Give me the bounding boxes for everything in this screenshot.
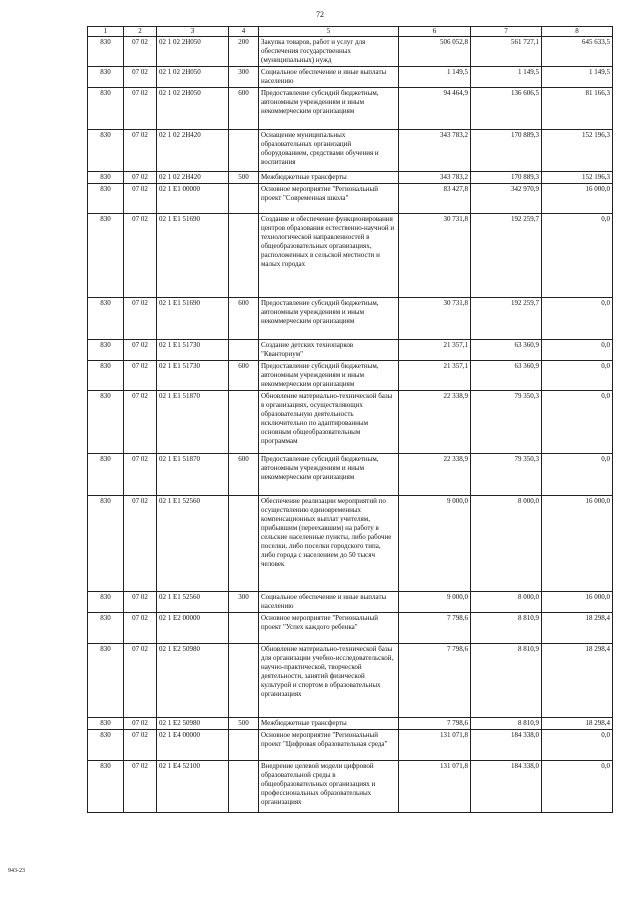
amount-cell: 16 000,0 <box>542 592 613 613</box>
code-cell: 830 <box>88 761 124 813</box>
section-cell: 07 02 <box>124 454 157 496</box>
amount-cell: 9 000,0 <box>399 592 471 613</box>
target-article-cell: 02 1 Е2 50980 <box>157 644 229 718</box>
amount-cell: 16 000,0 <box>542 496 613 592</box>
description-cell: Оснащение муниципальных образовательных организаций оборудованием, средствами обучения и воспитания <box>259 130 399 172</box>
section-cell: 07 02 <box>124 496 157 592</box>
target-article-cell: 02 1 02 2Н420 <box>157 130 229 172</box>
code-cell: 830 <box>88 37 124 67</box>
table-row <box>88 67 613 88</box>
expense-type-cell: 200 <box>229 37 259 67</box>
column-header: 3 <box>157 27 229 37</box>
table-row <box>88 592 613 613</box>
description-cell: Предоставление субсидий бюджетным, автономным учреждениям и иным некоммерческим организациям <box>259 88 399 130</box>
amount-cell: 63 360,9 <box>471 340 542 361</box>
target-article-cell: 02 1 Е4 52100 <box>157 761 229 813</box>
code-cell: 830 <box>88 340 124 361</box>
page-number: 72 <box>316 10 324 19</box>
section-cell: 07 02 <box>124 298 157 340</box>
column-header: 8 <box>542 27 613 37</box>
description-cell: Предоставление субсидий бюджетным, автономным учреждениям и иным некоммерческим организациям <box>259 298 399 340</box>
code-cell: 830 <box>88 214 124 298</box>
expense-type-cell <box>229 130 259 172</box>
column-header: 7 <box>471 27 542 37</box>
code-cell: 830 <box>88 592 124 613</box>
code-cell: 830 <box>88 496 124 592</box>
description-cell: Предоставление субсидий бюджетным, автономным учреждениям и иным некоммерческим организациям <box>259 454 399 496</box>
target-article-cell: 02 1 Е4 00000 <box>157 730 229 761</box>
section-cell: 07 02 <box>124 761 157 813</box>
target-article-cell: 02 1 02 2Н050 <box>157 67 229 88</box>
code-cell: 830 <box>88 718 124 730</box>
amount-cell: 79 350,3 <box>471 391 542 454</box>
amount-cell: 21 357,1 <box>399 340 471 361</box>
expense-type-cell <box>229 613 259 644</box>
table-row <box>88 644 613 718</box>
header-row <box>88 27 613 37</box>
table-row <box>88 391 613 454</box>
amount-cell: 645 633,5 <box>542 37 613 67</box>
code-cell: 830 <box>88 67 124 88</box>
target-article-cell: 02 1 Е2 50980 <box>157 718 229 730</box>
description-cell: Основное мероприятие "Региональный проект "Современная школа" <box>259 184 399 214</box>
amount-cell: 0,0 <box>542 391 613 454</box>
amount-cell: 0,0 <box>542 361 613 391</box>
expense-type-cell <box>229 644 259 718</box>
amount-cell: 7 798,6 <box>399 613 471 644</box>
amount-cell: 136 606,5 <box>471 88 542 130</box>
expense-type-cell: 600 <box>229 454 259 496</box>
section-cell: 07 02 <box>124 88 157 130</box>
target-article-cell: 02 1 Е1 51690 <box>157 298 229 340</box>
description-cell: Обновление материально-технической базы для организации учебно-исследовательской, научно-практической, творческой деятельности, занятий физической культурой и спортом в образовательных организациях <box>259 644 399 718</box>
amount-cell: 7 798,6 <box>399 718 471 730</box>
section-cell: 07 02 <box>124 130 157 172</box>
table-row <box>88 730 613 761</box>
table-row <box>88 340 613 361</box>
target-article-cell: 02 1 Е1 52560 <box>157 592 229 613</box>
description-cell: Обеспечение реализации мероприятий по осуществлению единовременных компенсационных выплат учителям, прибывшим (переехавшим) на работу в сельские населенные пункты, либо рабочие поселки, либо поселки городского типа, либо города с населением до 50 тысяч человек <box>259 496 399 592</box>
expense-type-cell: 300 <box>229 67 259 88</box>
description-cell: Межбюджетные трансферты <box>259 718 399 730</box>
expense-type-cell: 500 <box>229 718 259 730</box>
target-article-cell: 02 1 02 2Н050 <box>157 88 229 130</box>
amount-cell: 8 000,0 <box>471 496 542 592</box>
description-cell: Создание детских технопарков "Кванториум" <box>259 340 399 361</box>
table-row <box>88 718 613 730</box>
expense-type-cell <box>229 340 259 361</box>
amount-cell: 9 000,0 <box>399 496 471 592</box>
code-cell: 830 <box>88 88 124 130</box>
table-row <box>88 130 613 172</box>
amount-cell: 83 427,8 <box>399 184 471 214</box>
amount-cell: 131 071,8 <box>399 730 471 761</box>
amount-cell: 0,0 <box>542 761 613 813</box>
expense-type-cell <box>229 730 259 761</box>
code-cell: 830 <box>88 130 124 172</box>
expense-type-cell: 500 <box>229 172 259 184</box>
amount-cell: 343 783,2 <box>399 172 471 184</box>
amount-cell: 0,0 <box>542 214 613 298</box>
section-cell: 07 02 <box>124 391 157 454</box>
column-header: 6 <box>399 27 471 37</box>
amount-cell: 561 727,1 <box>471 37 542 67</box>
amount-cell: 0,0 <box>542 730 613 761</box>
expense-type-cell: 600 <box>229 88 259 130</box>
expense-type-cell <box>229 496 259 592</box>
amount-cell: 30 731,8 <box>399 298 471 340</box>
table-body <box>88 37 613 813</box>
target-article-cell: 02 1 Е1 51730 <box>157 340 229 361</box>
code-cell: 830 <box>88 613 124 644</box>
description-cell: Социальное обеспечение и иные выплаты населению <box>259 67 399 88</box>
section-cell: 07 02 <box>124 718 157 730</box>
target-article-cell: 02 1 Е2 00000 <box>157 613 229 644</box>
code-cell: 830 <box>88 184 124 214</box>
amount-cell: 152 196,3 <box>542 172 613 184</box>
amount-cell: 184 338,0 <box>471 730 542 761</box>
code-cell: 830 <box>88 361 124 391</box>
amount-cell: 131 071,8 <box>399 761 471 813</box>
description-cell: Предоставление субсидий бюджетным, автономным учреждениям и иным некоммерческим организациям <box>259 361 399 391</box>
section-cell: 07 02 <box>124 340 157 361</box>
footer-code: 943-23 <box>8 868 25 874</box>
section-cell: 07 02 <box>124 214 157 298</box>
amount-cell: 16 000,0 <box>542 184 613 214</box>
description-cell: Социальное обеспечение и иные выплаты населению <box>259 592 399 613</box>
column-header: 2 <box>124 27 157 37</box>
amount-cell: 63 360,9 <box>471 361 542 391</box>
amount-cell: 7 798,6 <box>399 644 471 718</box>
amount-cell: 18 298,4 <box>542 613 613 644</box>
table-row <box>88 454 613 496</box>
amount-cell: 8 000,0 <box>471 592 542 613</box>
target-article-cell: 02 1 Е1 51870 <box>157 454 229 496</box>
column-header: 5 <box>259 27 399 37</box>
amount-cell: 0,0 <box>542 454 613 496</box>
expense-type-cell: 600 <box>229 361 259 391</box>
expense-type-cell <box>229 214 259 298</box>
amount-cell: 8 810,9 <box>471 644 542 718</box>
column-header: 4 <box>229 27 259 37</box>
table-row <box>88 172 613 184</box>
code-cell: 830 <box>88 391 124 454</box>
target-article-cell: 02 1 02 2Н050 <box>157 37 229 67</box>
description-cell: Закупка товаров, работ и услуг для обеспечения государственных (муниципальных) нужд <box>259 37 399 67</box>
amount-cell: 0,0 <box>542 298 613 340</box>
target-article-cell: 02 1 Е1 52560 <box>157 496 229 592</box>
section-cell: 07 02 <box>124 184 157 214</box>
amount-cell: 94 464,9 <box>399 88 471 130</box>
amount-cell: 1 149,5 <box>471 67 542 88</box>
amount-cell: 192 259,7 <box>471 298 542 340</box>
description-cell: Основное мероприятие "Региональный проект "Успех каждого ребенка" <box>259 613 399 644</box>
amount-cell: 21 357,1 <box>399 361 471 391</box>
amount-cell: 342 970,9 <box>471 184 542 214</box>
code-cell: 830 <box>88 298 124 340</box>
target-article-cell: 02 1 Е1 00000 <box>157 184 229 214</box>
table-row <box>88 88 613 130</box>
expense-type-cell <box>229 184 259 214</box>
expense-type-cell: 600 <box>229 298 259 340</box>
amount-cell: 343 783,2 <box>399 130 471 172</box>
code-cell: 830 <box>88 454 124 496</box>
amount-cell: 22 338,9 <box>399 391 471 454</box>
section-cell: 07 02 <box>124 592 157 613</box>
expense-type-cell: 300 <box>229 592 259 613</box>
description-cell: Внедрение целевой модели цифровой образовательной среды в общеобразовательных организациях и профессиональных образовательных организациях <box>259 761 399 813</box>
column-header: 1 <box>88 27 124 37</box>
amount-cell: 30 731,8 <box>399 214 471 298</box>
amount-cell: 1 149,5 <box>542 67 613 88</box>
section-cell: 07 02 <box>124 361 157 391</box>
expense-type-cell <box>229 391 259 454</box>
description-cell: Создание и обеспечение функционирования центров образования естественно-научной и технологической направленностей в общеобразовательных организациях, расположенных в сельской местности и малых городах <box>259 214 399 298</box>
amount-cell: 170 889,3 <box>471 130 542 172</box>
section-cell: 07 02 <box>124 172 157 184</box>
amount-cell: 8 810,9 <box>471 718 542 730</box>
section-cell: 07 02 <box>124 644 157 718</box>
section-cell: 07 02 <box>124 613 157 644</box>
amount-cell: 184 338,0 <box>471 761 542 813</box>
description-cell: Межбюджетные трансферты <box>259 172 399 184</box>
target-article-cell: 02 1 Е1 51870 <box>157 391 229 454</box>
amount-cell: 1 149,5 <box>399 67 471 88</box>
amount-cell: 170 889,3 <box>471 172 542 184</box>
amount-cell: 152 196,3 <box>542 130 613 172</box>
section-cell: 07 02 <box>124 730 157 761</box>
table-row <box>88 761 613 813</box>
target-article-cell: 02 1 Е1 51730 <box>157 361 229 391</box>
table-row <box>88 496 613 592</box>
description-cell: Основное мероприятие "Региональный проект "Цифровая образовательная среда" <box>259 730 399 761</box>
code-cell: 830 <box>88 730 124 761</box>
target-article-cell: 02 1 02 2Н420 <box>157 172 229 184</box>
target-article-cell: 02 1 Е1 51690 <box>157 214 229 298</box>
expense-type-cell <box>229 761 259 813</box>
table-row <box>88 298 613 340</box>
table-row <box>88 37 613 67</box>
budget-table <box>87 26 613 813</box>
amount-cell: 81 166,3 <box>542 88 613 130</box>
amount-cell: 18 298,4 <box>542 718 613 730</box>
amount-cell: 18 298,4 <box>542 644 613 718</box>
section-cell: 07 02 <box>124 67 157 88</box>
code-cell: 830 <box>88 644 124 718</box>
amount-cell: 0,0 <box>542 340 613 361</box>
amount-cell: 506 052,8 <box>399 37 471 67</box>
amount-cell: 8 810,9 <box>471 613 542 644</box>
description-cell: Обновление материально-технической базы в организациях, осуществляющих образовательную деятельность исключительно по адаптированным основным общеобразовательным программам <box>259 391 399 454</box>
amount-cell: 79 350,3 <box>471 454 542 496</box>
table-row <box>88 361 613 391</box>
table-row <box>88 184 613 214</box>
code-cell: 830 <box>88 172 124 184</box>
table-row <box>88 214 613 298</box>
amount-cell: 192 259,7 <box>471 214 542 298</box>
amount-cell: 22 338,9 <box>399 454 471 496</box>
table-row <box>88 613 613 644</box>
section-cell: 07 02 <box>124 37 157 67</box>
